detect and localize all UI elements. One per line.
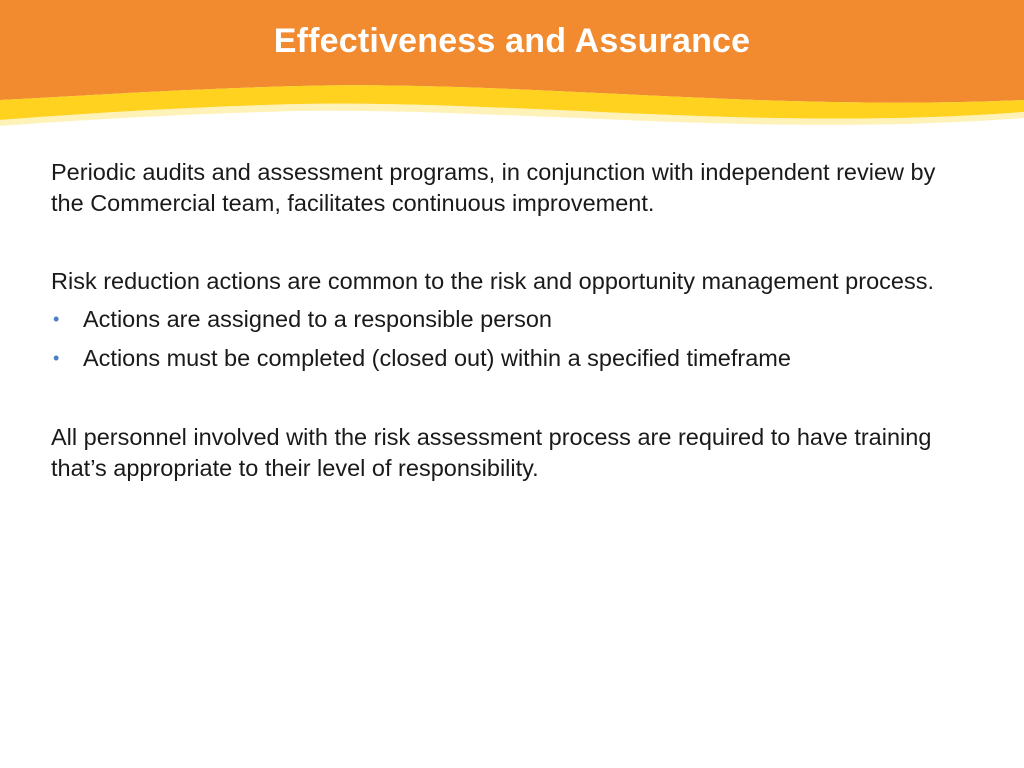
- slide-title: Effectiveness and Assurance: [273, 22, 751, 60]
- list-item: [51, 343, 951, 374]
- paragraph-risk-reduction: Risk reduction actions are common to the risk and opportunity management process.: [51, 268, 934, 294]
- bullet-icon: •: [53, 348, 60, 368]
- header-wave-graphic: [0, 0, 1024, 140]
- bullet-text: Actions are assigned to a responsible person: [83, 306, 552, 332]
- list-item: [51, 304, 951, 335]
- slide-body: [51, 157, 951, 484]
- bullet-text: Actions must be completed (closed out) within a specified timeframe: [83, 345, 791, 371]
- bullet-icon: •: [53, 309, 60, 329]
- paragraph-training: All personnel involved with the risk assessment process are required to have training that’s appropriate to their level of responsibility.: [51, 424, 932, 481]
- header-band: [0, 0, 1024, 140]
- paragraph-audits: Periodic audits and assessment programs, in conjunction with independent review by the Commercial team, facilitates continuous improvement.: [51, 159, 936, 216]
- bullet-list: [51, 304, 951, 374]
